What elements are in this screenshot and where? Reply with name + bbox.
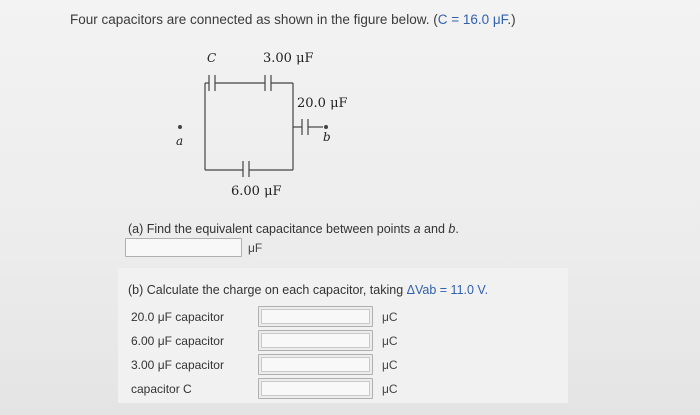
part-a-period: . xyxy=(455,222,459,236)
row-label-20uf: 20.0 μF capacitor xyxy=(131,310,224,324)
part-b-text: (b) Calculate the charge on each capacitor, taking xyxy=(128,283,407,297)
row-label-c: capacitor C xyxy=(131,382,192,396)
circuit-svg xyxy=(165,45,395,200)
label-b: b xyxy=(323,130,331,144)
point-b: b xyxy=(448,222,456,236)
node-b xyxy=(324,125,328,129)
unit-c: μC xyxy=(382,382,398,396)
node-a xyxy=(178,125,182,129)
charge-6uf-input[interactable] xyxy=(258,330,373,351)
part-a-prompt xyxy=(128,222,459,236)
point-a: a xyxy=(413,222,421,236)
charge-20uf-input[interactable] xyxy=(258,306,373,327)
label-c: C xyxy=(207,51,217,65)
part-a-text: (a) Find the equivalent capacitance between points xyxy=(128,222,414,236)
unit-3uf: μC xyxy=(382,358,398,372)
row-label-3uf: 3.00 μF capacitor xyxy=(131,358,224,372)
unit-20uf: μC xyxy=(382,310,398,324)
label-3uf: 3.00 μF xyxy=(263,51,314,66)
circuit-wires xyxy=(205,75,323,177)
part-a-unit: μF xyxy=(248,241,263,255)
delta-v-value: ΔVab = 11.0 V. xyxy=(406,283,489,297)
equivalent-capacitance-input[interactable] xyxy=(125,238,242,257)
question-intro: Four capacitors are connected as shown in the figure below. ( xyxy=(70,12,438,27)
charge-3uf-input[interactable] xyxy=(258,354,373,375)
part-b-prompt xyxy=(128,283,488,297)
question-close: .) xyxy=(507,12,516,27)
row-label-6uf: 6.00 μF capacitor xyxy=(131,334,224,348)
label-6uf: 6.00 μF xyxy=(231,184,282,199)
part-a-and: and xyxy=(420,222,449,236)
question-text xyxy=(70,12,516,27)
charge-c-input[interactable] xyxy=(258,378,373,399)
circuit-diagram xyxy=(165,45,395,200)
label-a: a xyxy=(176,134,184,148)
unit-6uf: μC xyxy=(382,334,398,348)
c-value: C = 16.0 μF xyxy=(437,12,508,27)
label-20uf: 20.0 μF xyxy=(297,96,348,111)
